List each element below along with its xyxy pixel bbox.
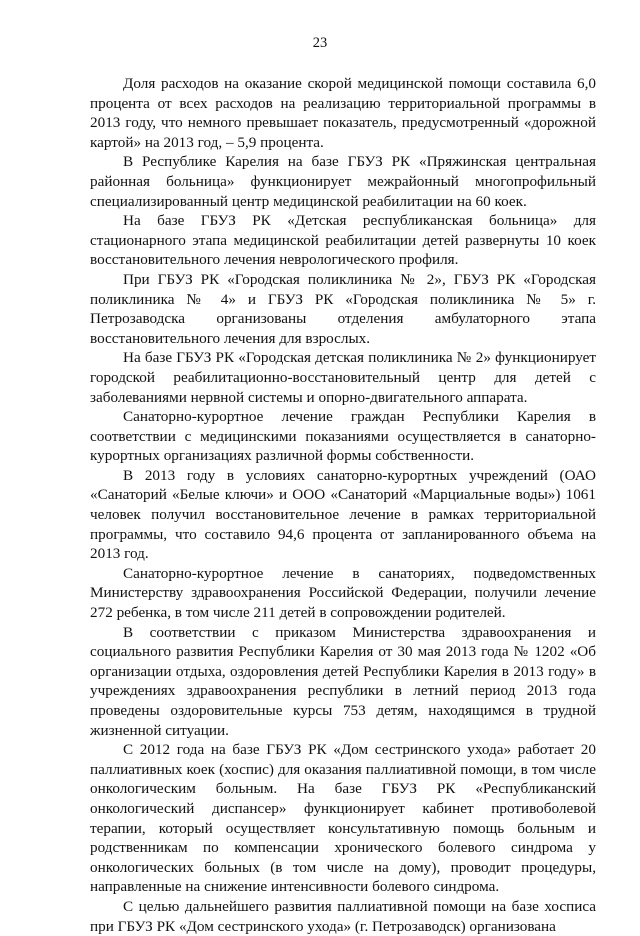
page-number: 23 [312,35,328,51]
paragraph-polyclinics-adult-rehab: При ГБУЗ РК «Городская поликлиника № 2», ГБУЗ РК «Городская поликлиника № 4» и ГБУЗ РК «Городская поликлиника № 5» г. Петрозаводска организованы отделения амбулаторного этапа восстановительного лечения для взрослых. [90,270,596,347]
paragraph-sanatorium-treatment: Санаторно-курортное лечение граждан Республики Карелия в соответствии с медицинскими показаниями осуществляется в санаторно-курортных организациях различной формы собственности. [90,408,596,465]
paragraph-sanatorium-2013: В 2013 году в условиях санаторно-курортных учреждений (ОАО «Санаторий «Белые ключи» и ООО «Санаторий «Марциальные воды») 1061 человек получил восстановительное лечение в рамках территориальной программы, что составило 94,6 процента от запланированного объема на 2013 год. [90,466,596,563]
paragraph-summer-health-courses: В соответствии с приказом Министерства здравоохранения и социального развития Республики Карелия от 30 мая 2013 года № 1202 «Об организации отдыха, оздоровления детей Республики Карелия в 2013 году» в учреждениях здравоохранения республики в летний период 2013 года проведены оздоровительные курсы 753 детям, находящимся в трудной жизненной ситуации. [90,623,596,739]
paragraph-palliative-care: С 2012 года на базе ГБУЗ РК «Дом сестринского ухода» работает 20 паллиативных коек (хоспис) для оказания паллиативной помощи, в том числе онкологическим больным. На базе ГБУЗ РК «Республиканский онкологический диспансер» функционирует кабинет противоболевой терапии, который осуществляет консультативную помощь больным и родственникам по компенсации хронического болевого синдрома у онкологических больных (в том числе на дому), проводит процедуры, направленные на снижение интенсивности болевого синдрома. [90,741,596,896]
paragraph-childrens-hospital-rehab: На базе ГБУЗ РК «Детская республиканская больница» для стационарного этапа медицинской реабилитации детей развернуты 10 коек восстановительного лечения неврологического профиля. [90,212,596,269]
paragraph-childrens-polyclinic-center: На базе ГБУЗ РК «Городская детская поликлиника № 2» функционирует городской реабилитационно-восстановительный центр для детей с заболеваниями нервной системы и опорно-двигательного аппарата. [90,349,596,406]
paragraph-pryazha-rehab-center: В Республике Карелия на базе ГБУЗ РК «Пряжинская центральная районная больница» функционирует межрайонный многопрофильный специализированный центр медицинской реабилитации на 60 коек. [90,153,596,210]
paragraph-hospice-development: С целью дальнейшего развития паллиативной помощи на базе хосписа при ГБУЗ РК «Дом сестринского ухода» (г. Петрозаводск) организована [90,897,596,935]
paragraph-federal-sanatoriums: Санаторно-курортное лечение в санаториях, подведомственных Министерству здравоохранения Российской Федерации, получили лечение 272 ребенка, в том числе 211 детей в сопровождении родителей. [90,564,596,622]
document-body [90,74,596,936]
paragraph-emergency-care-share: Доля расходов на оказание скорой медицинской помощи составила 6,0 процента от всех расходов на реализацию территориальной программы в 2013 году, что немного превышает показатель, предусмотренный «дорожной картой» на 2013 год, – 5,9 процента. [90,75,596,151]
